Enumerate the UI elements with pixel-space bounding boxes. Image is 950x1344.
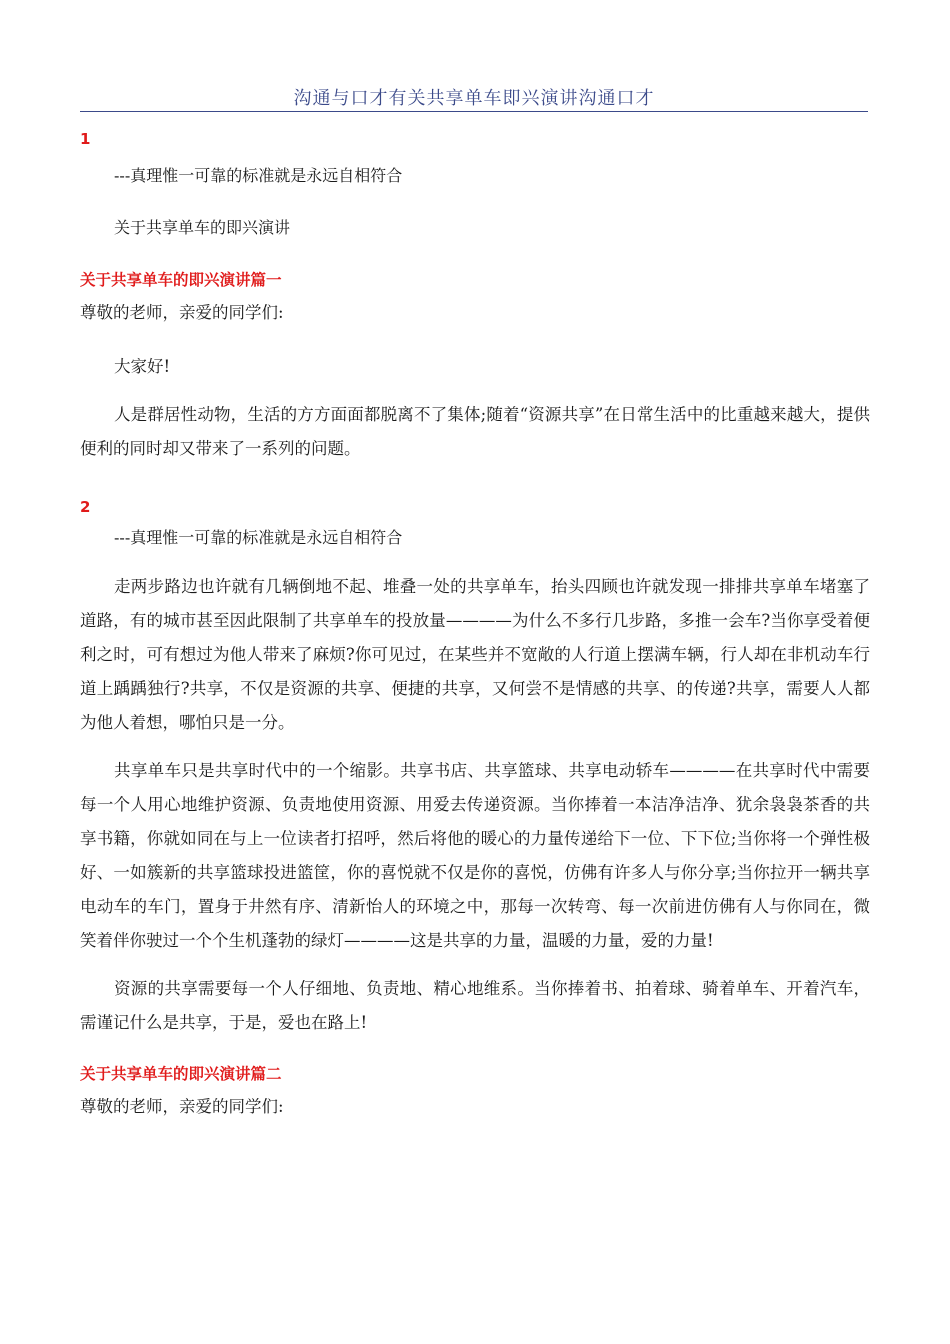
header-divider <box>80 111 868 112</box>
paragraph-sharing-era: 共享单车只是共享时代中的一个缩影。共享书店、共享篮球、共享电动轿车————在共享时代中需要每一个人用心地维护资源、负责地使用资源、用爱去传递资源。当你捧着一本洁净洁净、犹余袅袅茶香的共享书籍，你就如同在与上一位读者打招呼，然后将他的暖心的力量传递给下一位、下下位;当你将一个弹性极好、一如簇新的共享篮球投进篮筐，你的喜悦就不仅是你的喜悦，仿佛有许多人与你分享;当你拉开一辆共享电动车的车门，置身于井然有序、清新怡人的环境之中，那每一次转弯、每一次前进仿佛有人与你同在，微笑着伴你驶过一个个生机蓬勃的绿灯————这是共享的力量，温暖的力量，爱的力量! <box>80 761 870 950</box>
page-number-1: 1 <box>80 130 91 148</box>
paragraph-bikes: 走两步路边也许就有几辆倒地不起、堆叠一处的共享单车，抬头四顾也许就发现一排排共享单车堵塞了道路，有的城市甚至因此限制了共享单车的投放量————为什么不多行几步路，多推一会车?当你享受着便利之时，可有想过为他人带来了麻烦?你可见过，在某些并不宽敞的人行道上摆满车辆，行人却在非机动车行道上踽踽独行?共享，不仅是资源的共享、便捷的共享，又何尝不是情感的共享、的传递?共享，需要人人都为他人着想，哪怕只是一分。 <box>80 577 870 732</box>
section-heading-2: 关于共享单车的即兴演讲篇二 <box>80 1065 282 1083</box>
document-body <box>80 128 870 1120</box>
paragraph-intro: 人是群居性动物，生活的方方面面都脱离不了集体;随着“资源共享”在日常生活中的比重越来越大，提供便利的同时却又带来了一系列的问题。 <box>80 405 870 458</box>
salutation-2: 尊敬的老师，亲爱的同学们: <box>80 1097 284 1116</box>
motto-2: ---真理惟一可靠的标准就是永远自相符合 <box>114 528 403 547</box>
page-number-2: 2 <box>80 498 91 516</box>
subtitle: 关于共享单车的即兴演讲 <box>114 218 291 237</box>
salutation-1: 尊敬的老师，亲爱的同学们: <box>80 303 284 322</box>
section-heading-1: 关于共享单车的即兴演讲篇一 <box>80 271 282 289</box>
motto-1: ---真理惟一可靠的标准就是永远自相符合 <box>114 166 403 185</box>
greeting: 大家好! <box>114 357 171 376</box>
paragraph-conclusion: 资源的共享需要每一个人仔细地、负责地、精心地维系。当你捧着书、拍着球、骑着单车、开着汽车，需谨记什么是共享，于是，爱也在路上! <box>80 979 870 1032</box>
page-header-title: 沟通与口才有关共享单车即兴演讲沟通口才 <box>293 88 655 109</box>
